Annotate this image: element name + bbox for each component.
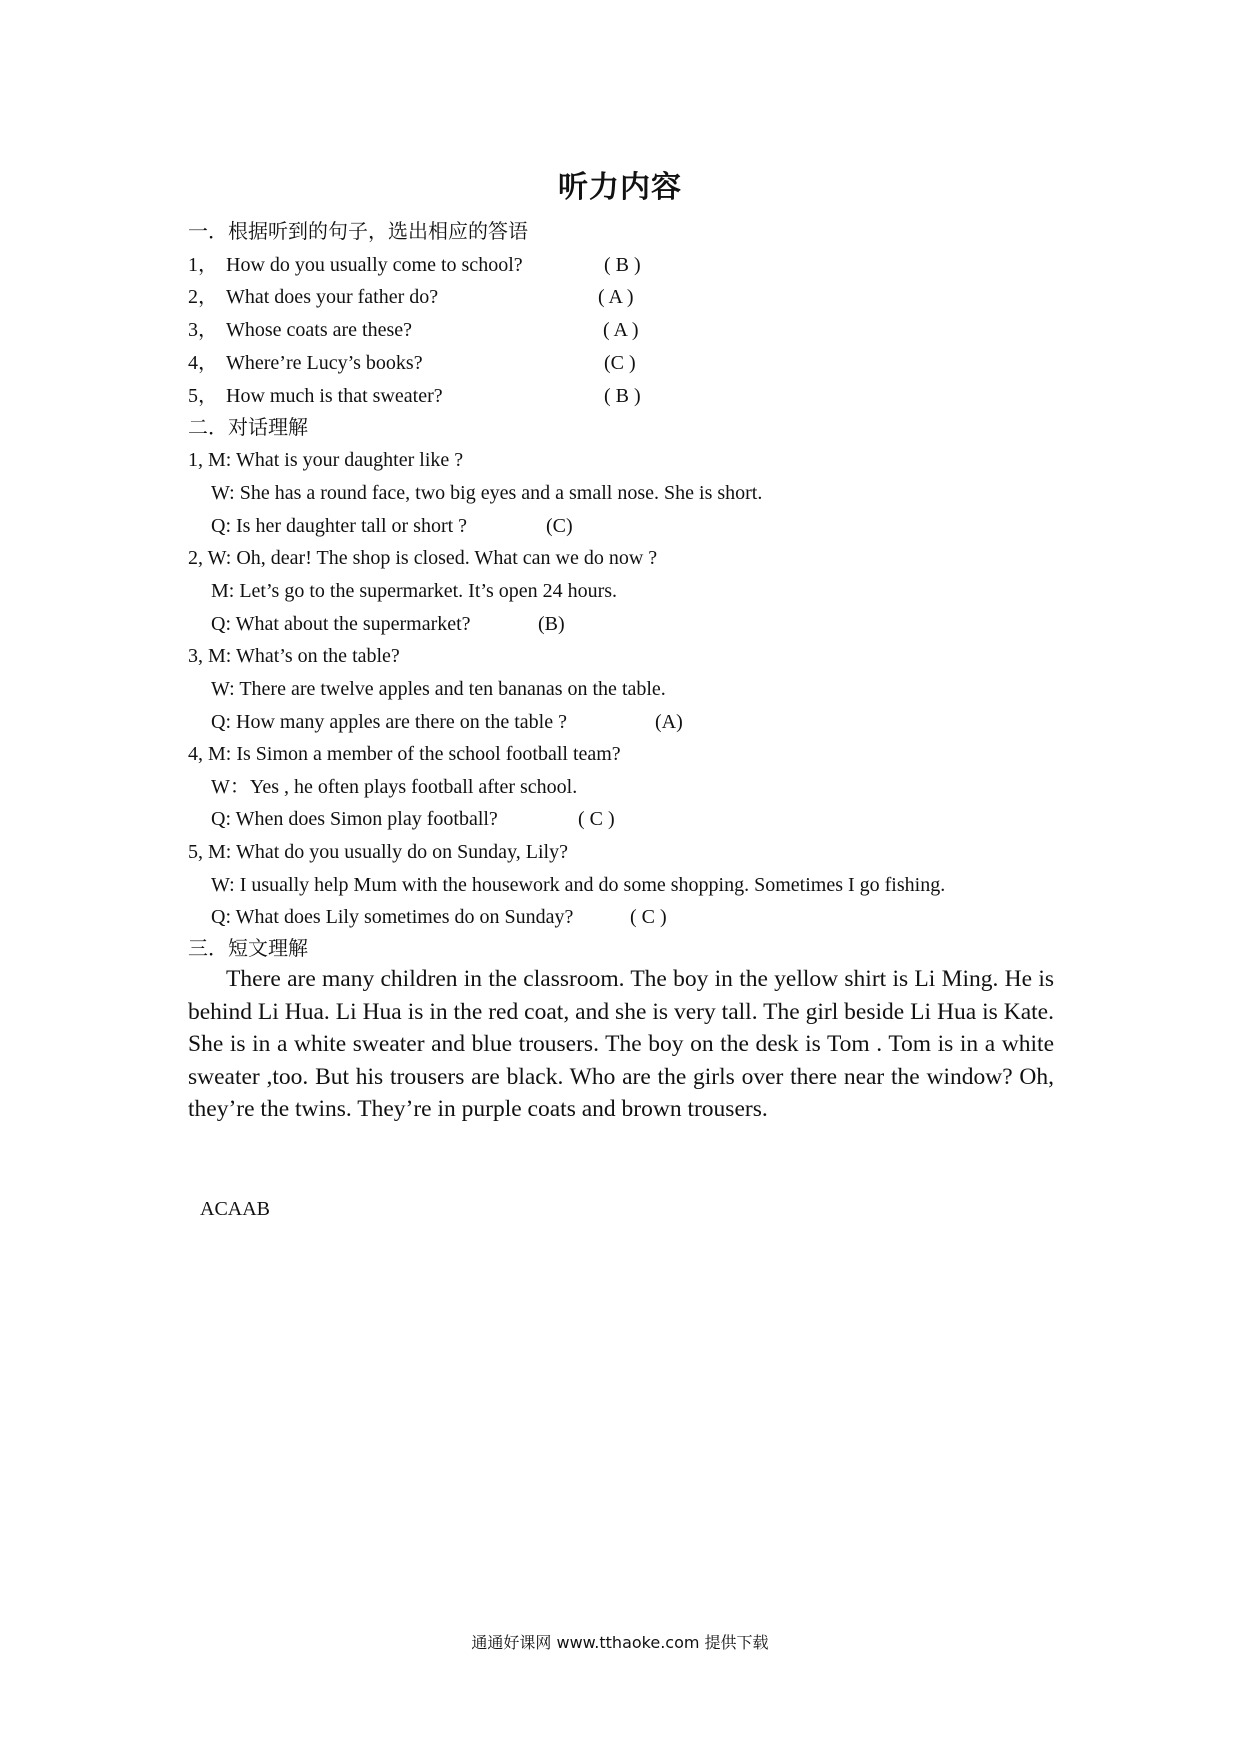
dialogue-3-question: Q: How many apples are there on the table ?	[211, 711, 567, 733]
dialogue-5-question: Q: What does Lily sometimes do on Sunday?	[211, 906, 574, 928]
passage-text: There are many children in the classroom. The boy in the yellow shirt is Li Ming. He is behind Li Hua. Li Hua is in the red coat, and she is very tall. The girl beside Li Hua is Kate. She is in a white sweater and blue trousers. The boy on the desk is Tom . Tom is in a white sweater ,too. But his trousers are black. Who are the girls over there near the window? Oh, they’re the twins. They’re in purple coats and brown trousers.	[188, 966, 1054, 1123]
dialogue-2-line1: 2, W: Oh, dear! The shop is closed. What can we do now ?	[188, 547, 658, 569]
dialogue-4-question: Q: When does Simon play football?	[211, 808, 498, 830]
dialogue-3-answer: (A)	[655, 711, 683, 733]
dialogue-4-line2: W：Yes , he often plays football after school.	[211, 776, 578, 798]
part3-heading: 三．短文理解	[188, 936, 308, 960]
dialogue-2-question: Q: What about the supermarket?	[211, 613, 471, 635]
dialogue-1-answer: (C)	[546, 515, 573, 537]
part1-heading: 一．根据听到的句子，选出相应的答语	[188, 219, 528, 243]
part1-item-2	[188, 284, 438, 310]
part1-item-text: What does your father do?	[226, 286, 439, 308]
part1-item-answer: ( B )	[604, 385, 641, 407]
part1-item-answer: (C )	[604, 352, 636, 374]
part1-item-number: 1，	[188, 254, 218, 276]
dialogue-4-line1: 4, M: Is Simon a member of the school football team?	[188, 743, 621, 765]
dialogue-4-answer: ( C )	[578, 808, 615, 830]
part1-item-number: 2，	[188, 286, 218, 308]
part1-item-text: Where’re Lucy’s books?	[226, 352, 423, 374]
part1-item-text: How much is that sweater?	[226, 385, 443, 407]
part1-item-number: 4，	[188, 352, 218, 374]
footer-source: 通通好课网 www.tthaoke.com 提供下载	[471, 1633, 769, 1652]
answer-key: ACAAB	[200, 1198, 271, 1220]
part2-heading: 二．对话理解	[188, 415, 308, 439]
part1-item-number: 5，	[188, 385, 218, 407]
dialogue-3-line2: W: There are twelve apples and ten bananas on the table.	[211, 678, 666, 700]
page-title: 听力内容	[558, 170, 682, 205]
part1-item-answer: ( B )	[604, 254, 641, 276]
dialogue-5-line1: 5, M: What do you usually do on Sunday, Lily?	[188, 841, 568, 863]
part1-item-text: How do you usually come to school?	[226, 254, 523, 276]
dialogue-1-question: Q: Is her daughter tall or short ?	[211, 515, 468, 537]
part1-item-5	[188, 383, 443, 409]
part1-item-3	[188, 317, 412, 343]
dialogue-1-line2: W: She has a round face, two big eyes and a small nose. She is short.	[211, 482, 763, 504]
part1-item-answer: ( A )	[598, 286, 634, 308]
dialogue-3-line1: 3, M: What’s on the table?	[188, 645, 400, 667]
part1-item-number: 3，	[188, 319, 218, 341]
dialogue-5-line2: W: I usually help Mum with the housework and do some shopping. Sometimes I go fishing.	[211, 874, 946, 896]
part1-item-text: Whose coats are these?	[226, 319, 413, 341]
part1-item-1	[188, 252, 523, 278]
part1-item-answer: ( A )	[603, 319, 639, 341]
dialogue-5-answer: ( C )	[630, 906, 667, 928]
part1-item-4	[188, 350, 423, 376]
dialogue-2-line2: M: Let’s go to the supermarket. It’s open 24 hours.	[211, 580, 618, 602]
dialogue-1-line1: 1, M: What is your daughter like ?	[188, 449, 464, 471]
dialogue-2-answer: (B)	[538, 613, 565, 635]
